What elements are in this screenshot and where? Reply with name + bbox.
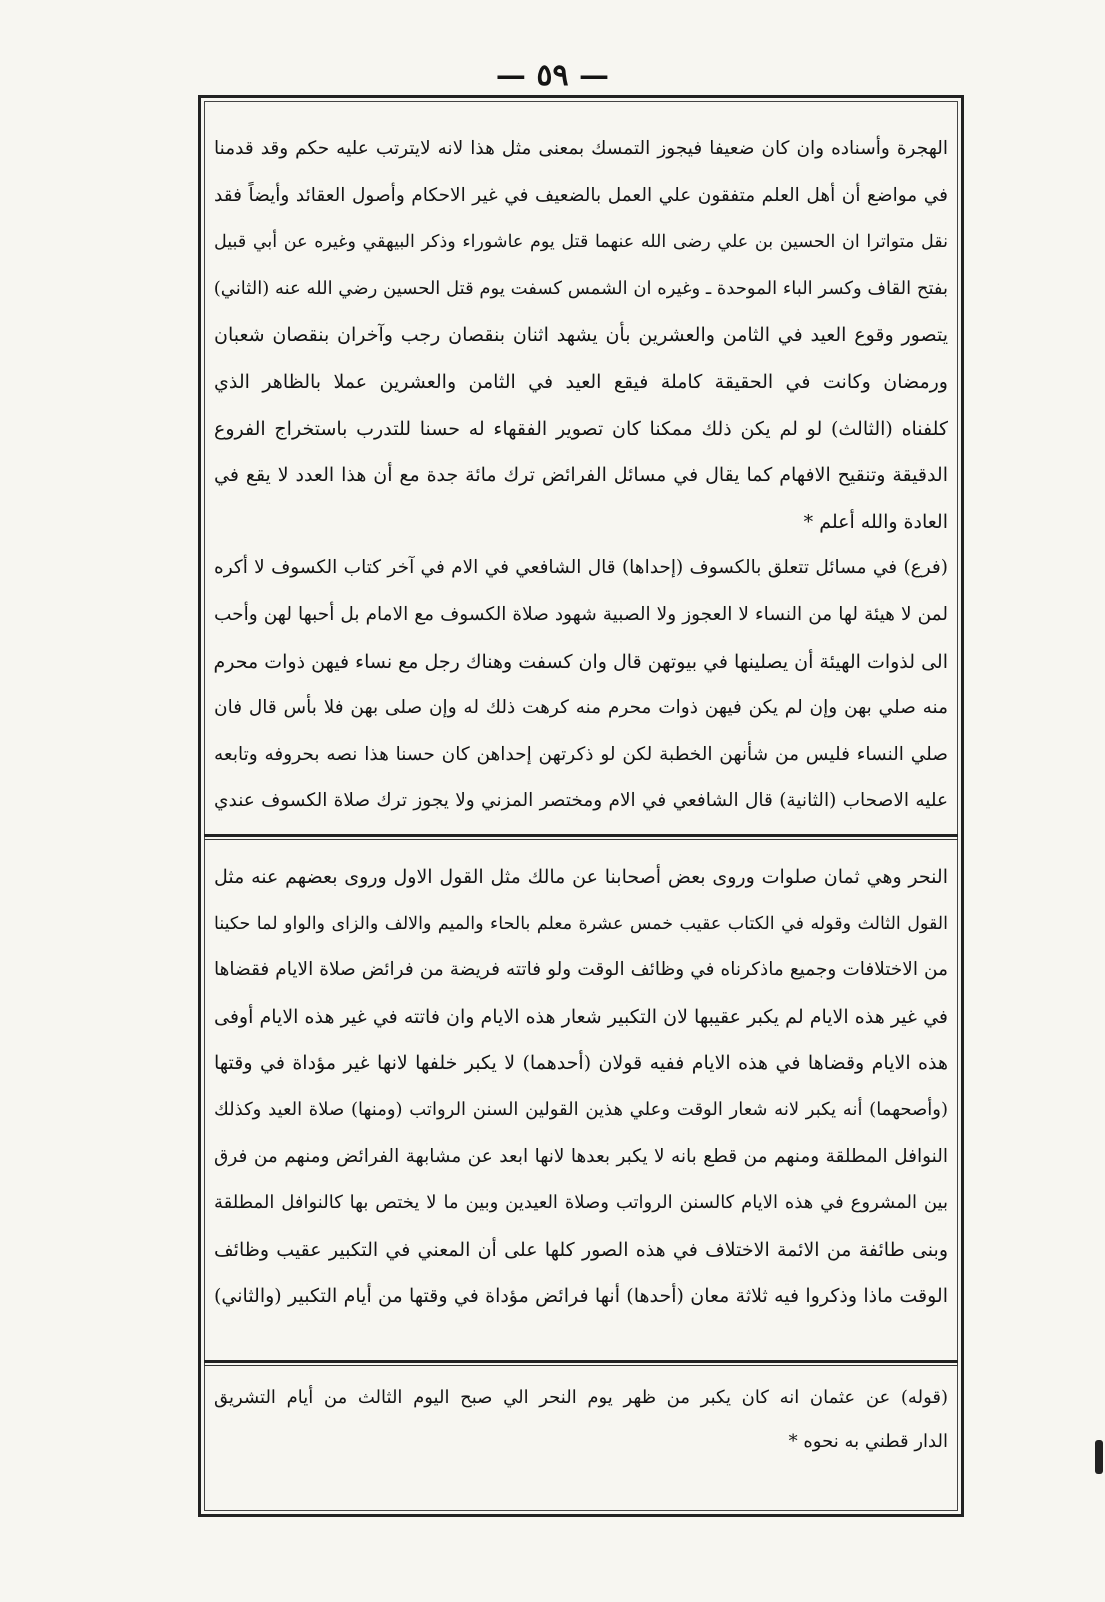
main-text-line: منه صلي بهن وإن لم يكن فيهن ذوات محرم منه كرهت ذلك له وإن صلى بهن فلا بأس قال فان (214, 697, 948, 719)
main-text-line: الهجرة وأسناده وان كان ضعيفا فيجوز التمسك بمعنى مثل هذا لانه لايترتب عليه حكم وقد قدمنا (214, 138, 948, 159)
footnote-line: (قوله) عن عثمان انه كان يكبر من ظهر يوم النحر الي صبح اليوم الثالث من أيام التشريق (214, 1387, 948, 1408)
main-text-line: يتصور وقوع العيد في الثامن والعشرين بأن يشهد اثنان بنقصان رجب وآخران بنقصان شعبان (214, 324, 948, 347)
scan-edge-mark (1095, 1440, 1103, 1474)
commentary-line: الوقت ماذا وذكروا فيه ثلاثة معان (أحدها) أنها فرائض مؤداة في وقتها من أيام التكبير (والثاني) (214, 1285, 948, 1308)
commentary-line: (وأصحهما) أنه يكبر لانه شعار الوقت وعلي هذين القولين السنن الرواتب (ومنها) صلاة العيد وكذلك (214, 1098, 948, 1120)
commentary-line: النوافل المطلقة ومنهم من قطع بانه لا يكبر بعدها لانها ابعد عن مشابهة الفرائض ومنهم من فرق (214, 1145, 948, 1167)
commentary-line: النحر وهي ثمان صلوات وروى بعض أصحابنا عن مالك مثل القول الاول وروى بعضهم عنه مثل (214, 866, 948, 888)
commentary-line: وبنى طائفة من الائمة الاختلاف في هذه الصور كلها على أن المعني في التكبير عقيب وظائف (214, 1238, 948, 1261)
footnote-text (200, 1376, 962, 1476)
main-text-line: نقل متواترا ان الحسين بن علي رضى الله عنهما قتل يوم عاشوراء وذكر البيهقي وغيره عن أبي قبيل (214, 232, 948, 253)
commentary-line: القول الثالث وقوله في الكتاب عقيب خمس عشرة معلم بالحاء والميم والالف والزاى والواو لما حكينا (214, 913, 948, 934)
main-text (200, 126, 962, 828)
section-divider-thin (204, 839, 958, 840)
footnote-divider-thin (204, 1365, 958, 1366)
main-text-line: (فرع) في مسائل تتعلق بالكسوف (إحداها) قال الشافعي في الام في آخر كتاب الكسوف لا أكره (214, 557, 948, 579)
page-number: — ٥٩ — (495, 58, 610, 93)
main-text-line: العادة والله أعلم * (803, 510, 948, 533)
main-text-line: عليه الاصحاب (الثانية) قال الشافعي في الام ومختصر المزني ولا يجوز ترك صلاة الكسوف عندي (214, 790, 948, 812)
commentary-line: من الاختلافات وجميع ماذكرناه في وظائف الوقت ولو فاتته فريضة من فرائض صلاة الايام فقضاها (214, 959, 948, 981)
main-text-line: لمن لا هيئة لها من النساء لا العجوز ولا الصبية شهود صلاة الكسوف مع الامام بل أحبها لهن وأحب (214, 603, 948, 625)
footnote-line: الدار قطني به نحوه * (788, 1431, 948, 1452)
main-text-line: ورمضان وكانت في الحقيقة كاملة فيقع العيد في الثامن والعشرين عملا بالظاهر الذي (214, 370, 948, 393)
main-text-line: كلفناه (الثالث) لو لم يكن ذلك ممكنا كان تصوير الفقهاء له حسنا للتدرب باستخراج الفروع (214, 417, 948, 440)
main-text-line: الى لذوات الهيئة أن يصلينها في بيوتهن قال وان كسفت وهناك رجل مع نساء فيهن ذوات محرم (214, 650, 948, 673)
main-text-line: في مواضع أن أهل العلم متفقون علي العمل بالضعيف في غير الاحكام وأصول العقائد وأيضاً فقد (214, 184, 948, 206)
main-text-line: الدقيقة وتنقيح الافهام كما يقال في مسائل الفرائض ترك مائة جدة مع أن هذا العدد لا يقع في (214, 464, 948, 487)
footnote-divider (204, 1360, 958, 1363)
main-text-line: بفتح القاف وكسر الباء الموحدة ـ وغيره ان الشمس كسفت يوم قتل الحسين رضي الله عنه (الثاني) (214, 277, 948, 299)
commentary-line: بين المشروع في هذه الايام كالسنن الرواتب وصلاة العيدين وبين ما لا يختص بها كالنوافل المطلقة (214, 1192, 948, 1214)
main-text-line: صلي النساء فليس من شأنهن الخطبة لكن لو ذكرتهن إحداهن كان حسنا هذا نصه بحروفه وتابعه (214, 743, 948, 765)
commentary-line: هذه الايام وقضاها في هذه الايام ففيه قولان (أحدهما) لا يكبر خلفها لانها غير مؤداة في وقتها (214, 1052, 948, 1075)
commentary-text (200, 854, 962, 1352)
commentary-line: في غير هذه الايام لم يكبر عقيبها لان التكبير شعار هذه الايام وان فاتته في غير هذه الايام أوفى (214, 1005, 948, 1028)
section-divider (204, 834, 958, 837)
